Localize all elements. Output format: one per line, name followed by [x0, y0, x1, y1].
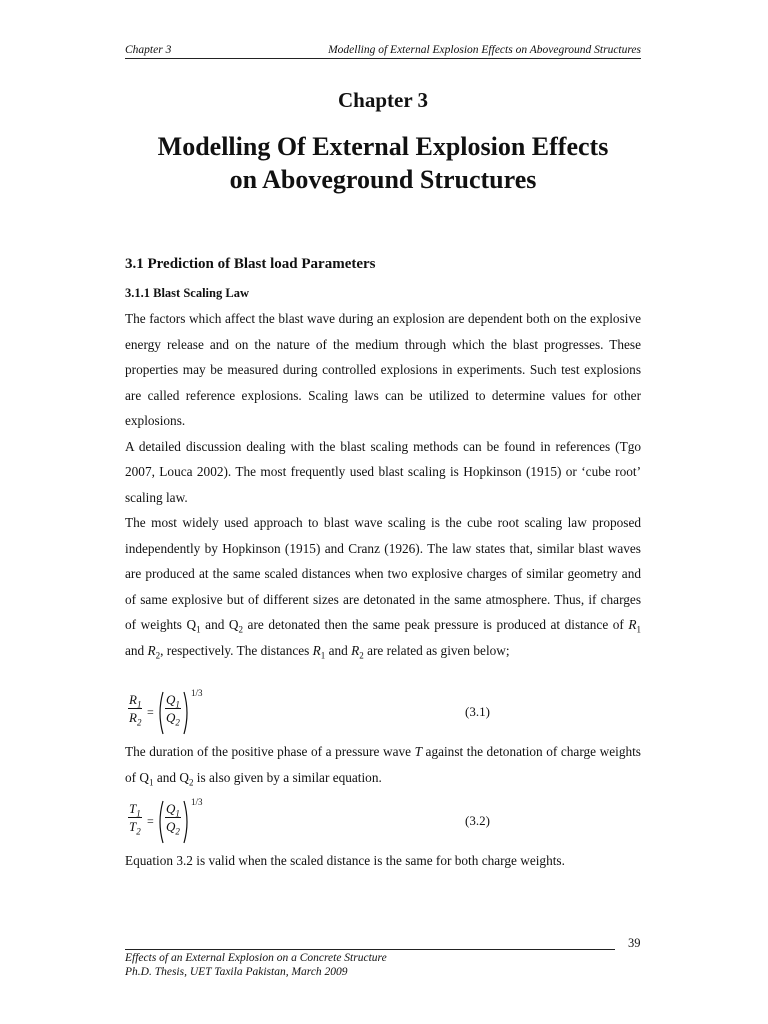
equation-3-2 [125, 797, 641, 847]
eq2-exponent: 1/3 [191, 797, 203, 807]
eq1-right-paren-icon [183, 691, 191, 735]
paragraph-4: The duration of the positive phase of a pressure wave T against the detonation of charge weights of $Q_1$ and $Q_2$ is also given by a similar equation. [125, 744, 641, 788]
paragraph-3: The most widely used approach to blast wave scaling is the cube root scaling law proposed independently by Hopkinson (1915) and Cranz (1926). The law states that, similar blast waves are produced at the same scaled distances when two explosive charges of similar geometry and of same explosive but of different sizes are detonated in the same atmosphere. Thus, if charges of weights $Q_1$ and $Q_2$ are detonated then the same peak pressure is produced at distance of $R_1$ and $R_2$, respectively. The distances $R_1$ and $R_2$ are related as given below; [125, 515, 641, 661]
header-running-title: Modelling of External Explosion Effects on Aboveground Structures [328, 44, 641, 56]
paragraph-1: The factors which affect the blast wave during an explosion are dependent both on the explosive energy release and on the nature of the medium through which the blast progresses. These properties may be measured during controlled explosions in experiments. Such test explosions are called reference explosions. Scaling laws can be utilized to determine values for other explosions. [125, 311, 641, 428]
running-header [125, 43, 641, 59]
footer-line1: Effects of an External Explosion on a Concrete Structure [125, 952, 387, 964]
body-text-block-1 [125, 306, 641, 663]
eq1-left-paren-icon [156, 691, 164, 735]
chapter-title-line1: Modelling Of External Explosion Effects [157, 132, 609, 161]
chapter-title-line2: on Aboveground Structures [229, 165, 537, 194]
eq2-rhs-fraction: $\frac{Q_1}{Q_2}$ [166, 801, 180, 837]
chapter-title [100, 130, 666, 196]
eq2-lhs-fraction: $\frac{T_1}{T_2}$ [129, 801, 141, 837]
subsection-heading: 3.1.1 Blast Scaling Law [125, 286, 249, 300]
footer-rule [125, 949, 615, 950]
eq2-left-paren-icon [156, 800, 164, 844]
eq1-exponent: 1/3 [191, 688, 203, 698]
footer [125, 951, 387, 979]
section-heading: 3.1 Prediction of Blast load Parameters [125, 256, 376, 272]
eq1-lhs-fraction: $\frac{R_1}{R_2}$ [129, 692, 142, 728]
body-text-block-2 [125, 739, 641, 790]
eq1-equals: = [147, 705, 154, 719]
equation-3-1 [125, 688, 641, 738]
body-text-block-3 [125, 848, 641, 874]
eq1-rhs-fraction: $\frac{Q_1}{Q_2}$ [166, 692, 180, 728]
eq1-number: (3.1) [465, 704, 490, 719]
eq2-equals: = [147, 814, 154, 828]
footer-line2: Ph.D. Thesis, UET Taxila Pakistan, March 2009 [125, 966, 348, 978]
paragraph-5: Equation 3.2 is valid when the scaled distance is the same for both charge weights. [125, 853, 565, 868]
chapter-label: Chapter 3 [337, 88, 429, 112]
header-chapter-label: Chapter 3 [125, 44, 172, 56]
paragraph-2: A detailed discussion dealing with the blast scaling methods can be found in references (Tgo 2007, Louca 2002). The most frequently used blast scaling is Hopkinson (1915) or ‘cube root’ scaling law. [125, 438, 641, 505]
eq2-number: (3.2) [465, 813, 490, 828]
page-number: 39 [628, 936, 641, 950]
eq2-right-paren-icon [183, 800, 191, 844]
